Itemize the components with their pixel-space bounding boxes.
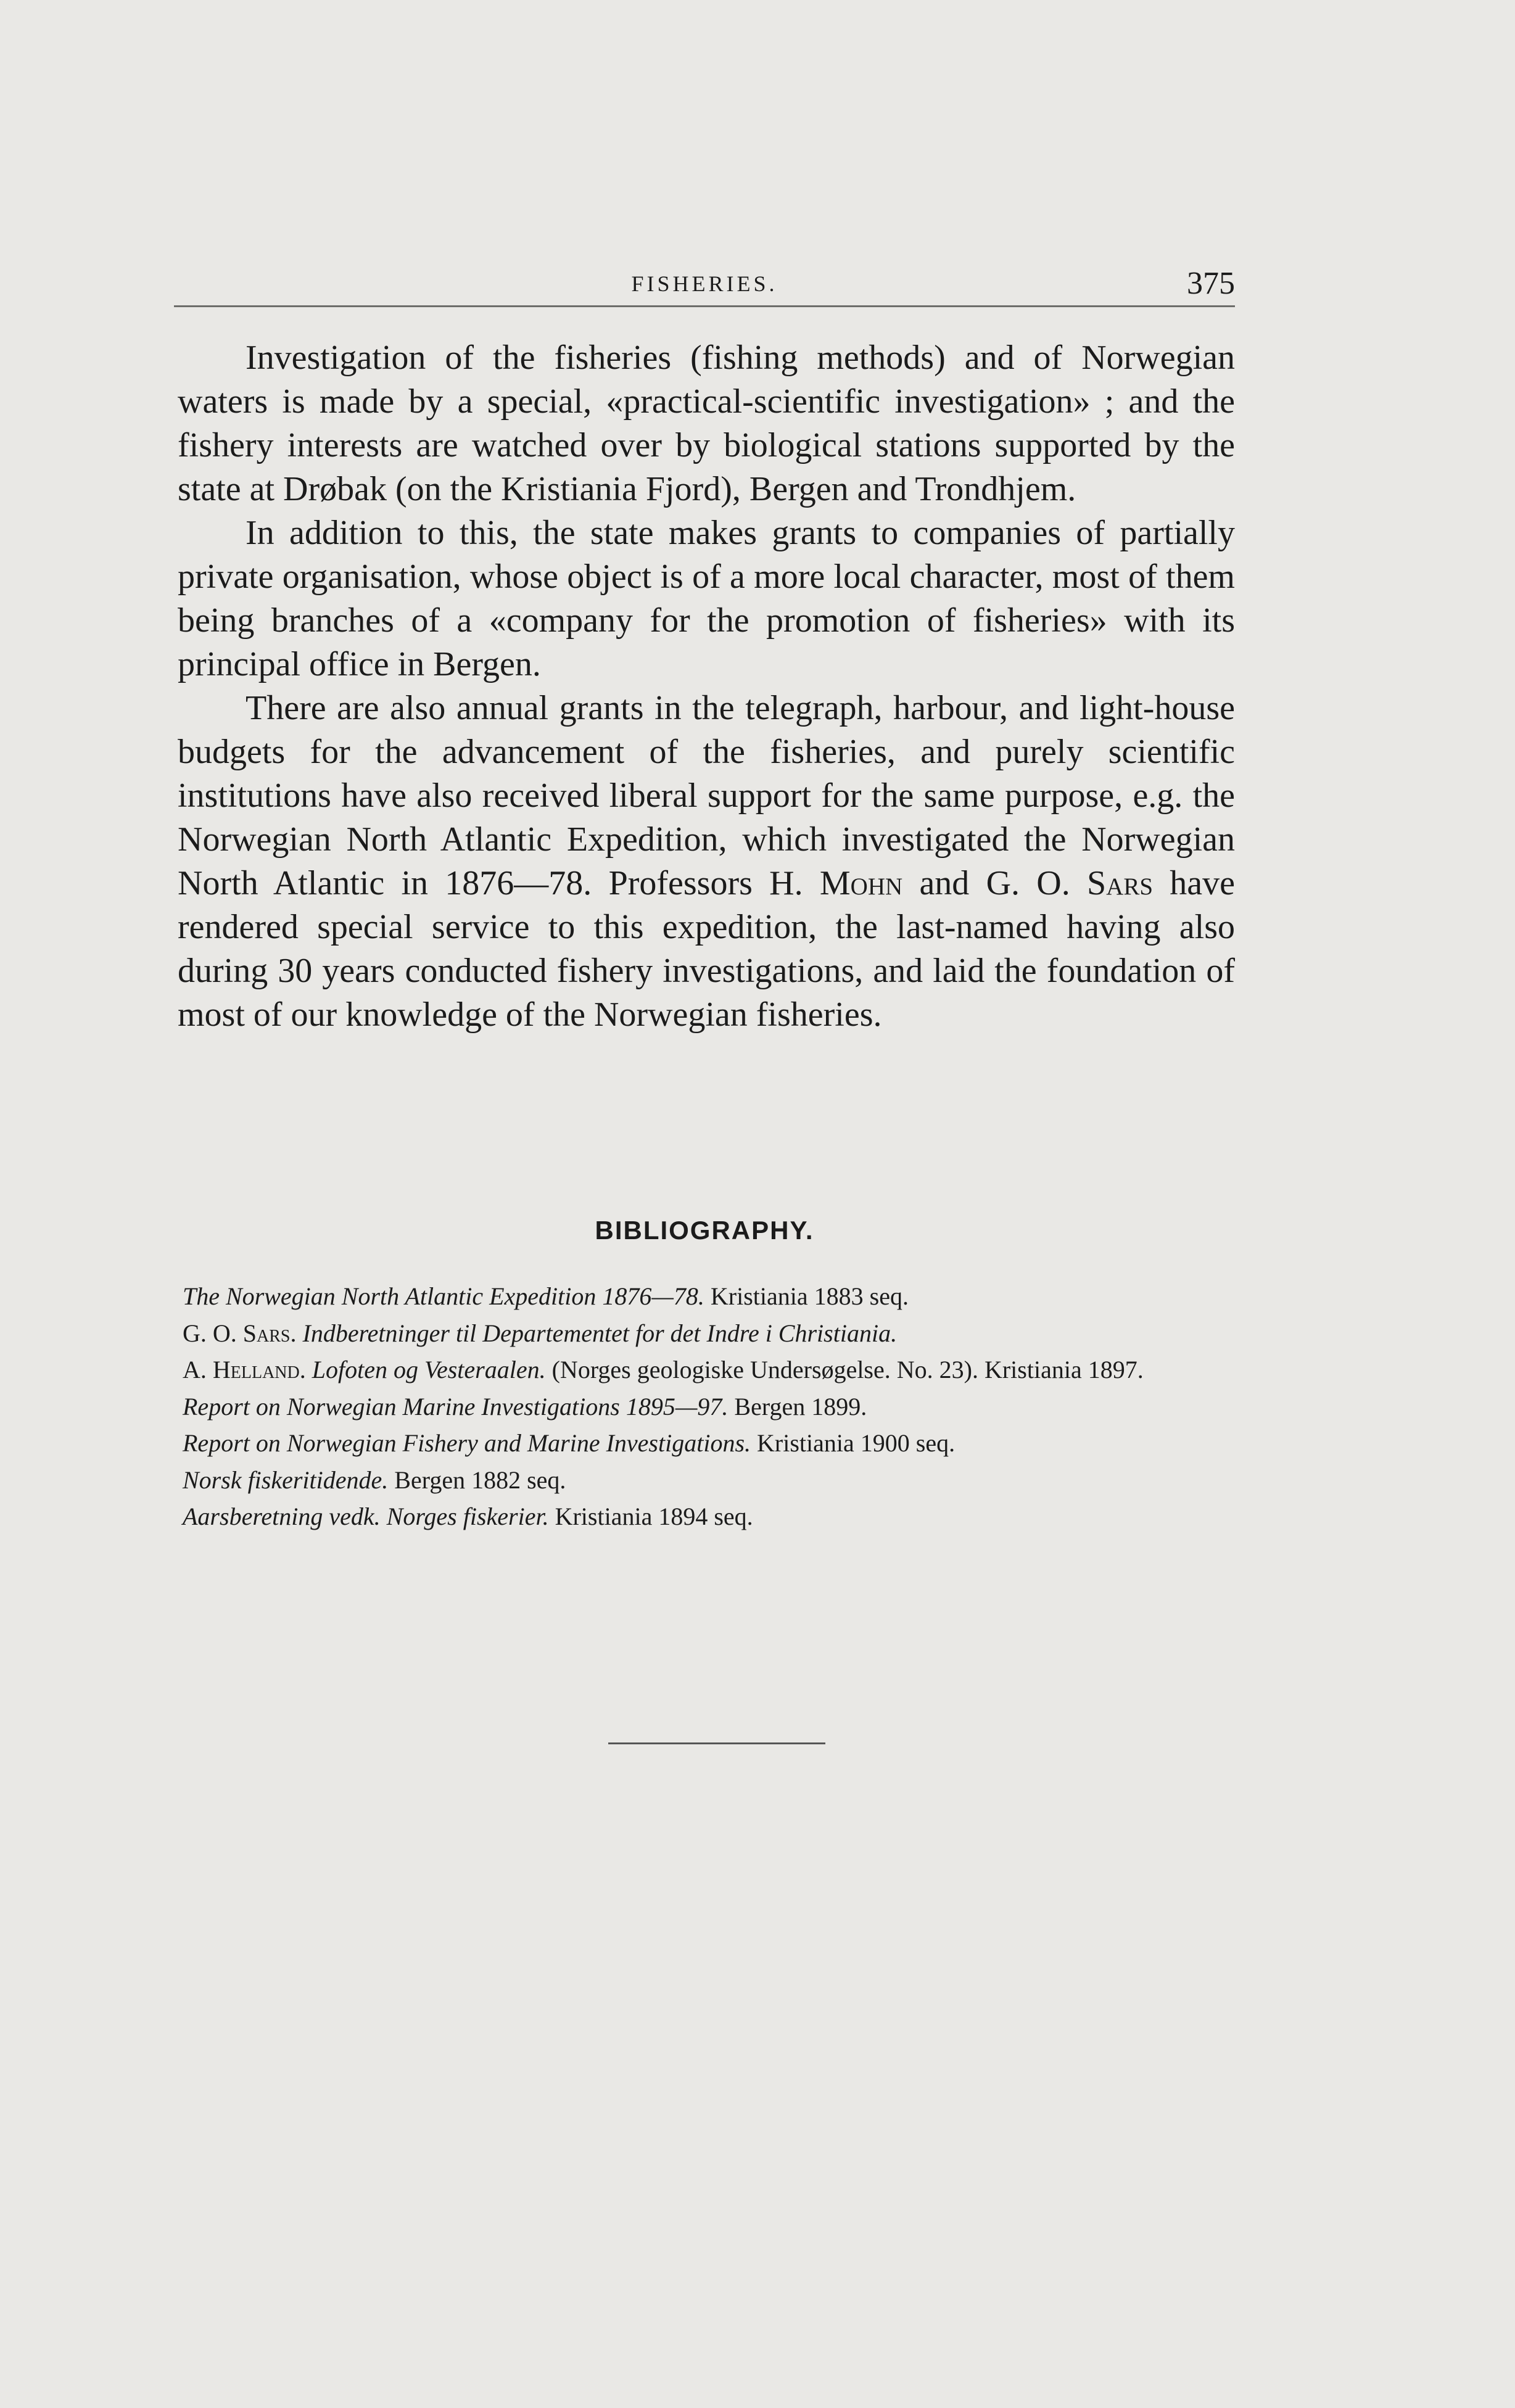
entry-title: Norsk fiskeritidende. xyxy=(183,1466,389,1494)
entry-details: Kristiania 1900 seq. xyxy=(751,1429,956,1457)
entry-title: Lofoten og Vesteraalen. xyxy=(312,1356,546,1383)
bibliography-entry xyxy=(183,1278,1237,1315)
entry-title: The Norwegian North Atlantic Expedition 1876—78. xyxy=(183,1282,704,1310)
bibliography-entry xyxy=(183,1425,1237,1462)
entry-title: Report on Norwegian Marine Investigations 1895—97. xyxy=(183,1392,729,1420)
entry-author: A. Helland. xyxy=(183,1356,306,1383)
running-head-title: FISHERIES. xyxy=(631,271,778,296)
entry-title: Aarsberetning vedk. Norges fiskerier. xyxy=(183,1503,549,1530)
entry-title: Indberetninger til Departementet for det Indre i Christiania. xyxy=(302,1319,898,1347)
bibliography-entry xyxy=(183,1462,1237,1499)
entry-details: Kristiania 1894 seq. xyxy=(548,1503,753,1530)
author-mohn: Mohn xyxy=(819,864,903,902)
paragraph-1: Investigation of the fisheries (fishing methods) and of Norwegian waters is made by a special, «practical-scientific investigation» ; and the fishery interests are watched over by biological stations supported by the state at Drøbak (on the Kristiania Fjord), Bergen and Trondhjem. xyxy=(178,339,1235,508)
bibliography-entry xyxy=(183,1388,1237,1425)
running-head xyxy=(174,259,1235,308)
entry-title: Report on Norwegian Fishery and Marine Investigations. xyxy=(183,1429,751,1457)
paragraph-2: In addition to this, the state makes grants to companies of partially private organisation, whose object is of a more local character, most of them being branches of a «company for the promotion of fisheries» with its principal office in Bergen. xyxy=(178,514,1235,683)
entry-author: G. O. Sars. xyxy=(183,1319,297,1347)
end-rule xyxy=(608,1742,825,1744)
bibliography-list xyxy=(183,1278,1237,1535)
body-text xyxy=(178,336,1235,1037)
paragraph-3-part-b: and G. O. xyxy=(902,864,1070,902)
paragraph-3 xyxy=(178,687,1235,1037)
bibliography-entry xyxy=(183,1315,1237,1352)
bibliography-entry xyxy=(183,1498,1237,1535)
header-rule xyxy=(174,305,1235,307)
page-number: 375 xyxy=(1187,266,1235,301)
entry-details: Bergen 1899. xyxy=(728,1392,867,1420)
entry-details: (Norges geologiske Undersøgelse. No. 23). Kristiania 1897. xyxy=(545,1356,1144,1383)
bibliography-heading: BIBLIOGRAPHY. xyxy=(595,1216,814,1245)
entry-details: Bergen 1882 seq. xyxy=(388,1466,566,1494)
bibliography-entry xyxy=(183,1351,1237,1388)
paragraph-3-part-a: There are also annual grants in the telegraph, harbour, and light-house budgets for the advancement of the fisheries, and purely scientific institutions have also received liberal support for the same purpose, e.g. the Norwegian North Atlantic Expedition, which investigated the Norwegian North Atlantic in 1876—78. Professors H. xyxy=(178,689,1235,902)
author-sars: Sars xyxy=(1087,864,1154,902)
paragraph-3-part-c: have rendered special service to this expedition, the last-named having also during 30 years conducted fishery investigations, and laid the foundation of most of our knowledge of the Norwegian fisheries. xyxy=(178,864,1236,1034)
entry-details: Kristiania 1883 seq. xyxy=(704,1282,909,1310)
